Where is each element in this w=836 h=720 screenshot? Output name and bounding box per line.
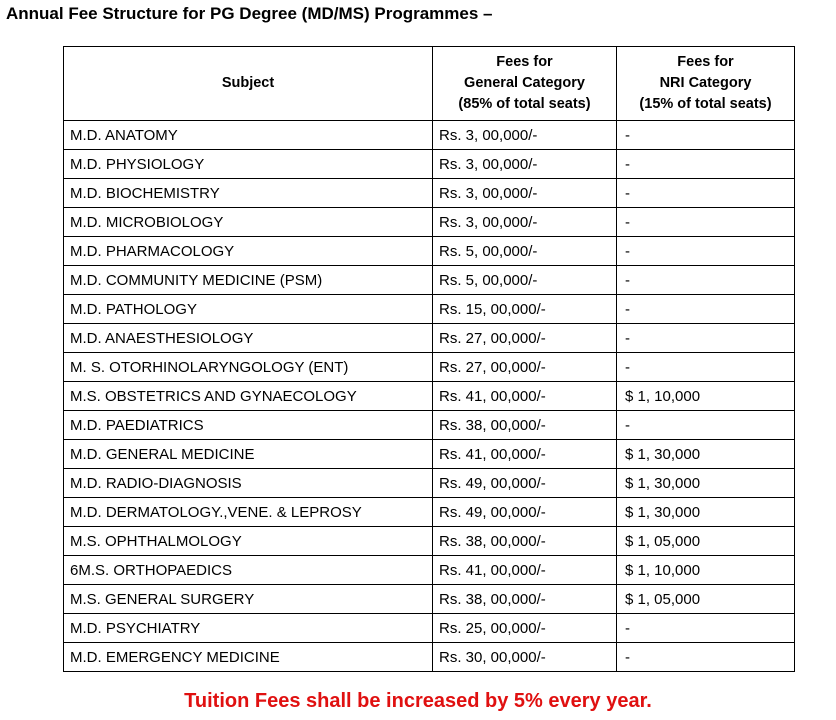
header-general-category bbox=[433, 47, 617, 121]
table-row bbox=[64, 353, 795, 382]
subject-cell: M.D. GENERAL MEDICINE bbox=[64, 440, 433, 469]
nri-fee-cell: $ 1, 05,000 bbox=[617, 527, 795, 556]
nri-fee-cell: $ 1, 10,000 bbox=[617, 382, 795, 411]
fee-increase-note: Tuition Fees shall be increased by 5% every year. bbox=[184, 690, 652, 712]
table-row bbox=[64, 179, 795, 208]
fee-table bbox=[63, 46, 795, 672]
general-fee-cell: Rs. 3, 00,000/- bbox=[433, 208, 617, 237]
table-row bbox=[64, 324, 795, 353]
table-header-row bbox=[64, 47, 795, 121]
general-fee-cell: Rs. 41, 00,000/- bbox=[433, 440, 617, 469]
table-row bbox=[64, 614, 795, 643]
table-row bbox=[64, 208, 795, 237]
header-general-line-1: Fees for bbox=[496, 54, 553, 70]
general-fee-cell: Rs. 41, 00,000/- bbox=[433, 382, 617, 411]
nri-fee-cell: $ 1, 30,000 bbox=[617, 440, 795, 469]
page-title: Annual Fee Structure for PG Degree (MD/MS) Programmes – bbox=[6, 4, 493, 23]
subject-cell: M.D. EMERGENCY MEDICINE bbox=[64, 643, 433, 672]
general-fee-cell: Rs. 38, 00,000/- bbox=[433, 411, 617, 440]
nri-fee-cell: - bbox=[617, 150, 795, 179]
subject-cell: M.D. PHARMACOLOGY bbox=[64, 237, 433, 266]
nri-fee-cell: - bbox=[617, 179, 795, 208]
table-row bbox=[64, 237, 795, 266]
nri-fee-cell: $ 1, 30,000 bbox=[617, 498, 795, 527]
table-row bbox=[64, 585, 795, 614]
header-nri-category bbox=[617, 47, 795, 121]
subject-cell: M.D. ANAESTHESIOLOGY bbox=[64, 324, 433, 353]
general-fee-cell: Rs. 3, 00,000/- bbox=[433, 150, 617, 179]
subject-cell: M.D. MICROBIOLOGY bbox=[64, 208, 433, 237]
subject-cell: M.D. RADIO-DIAGNOSIS bbox=[64, 469, 433, 498]
nri-fee-cell: - bbox=[617, 324, 795, 353]
general-fee-cell: Rs. 3, 00,000/- bbox=[433, 121, 617, 150]
table-row bbox=[64, 150, 795, 179]
subject-cell: M.S. GENERAL SURGERY bbox=[64, 585, 433, 614]
nri-fee-cell: - bbox=[617, 121, 795, 150]
general-fee-cell: Rs. 5, 00,000/- bbox=[433, 266, 617, 295]
general-fee-cell: Rs. 5, 00,000/- bbox=[433, 237, 617, 266]
table-row bbox=[64, 643, 795, 672]
general-fee-cell: Rs. 41, 00,000/- bbox=[433, 556, 617, 585]
general-fee-cell: Rs. 38, 00,000/- bbox=[433, 527, 617, 556]
subject-cell: 6M.S. ORTHOPAEDICS bbox=[64, 556, 433, 585]
subject-cell: M.D. PATHOLOGY bbox=[64, 295, 433, 324]
general-fee-cell: Rs. 25, 00,000/- bbox=[433, 614, 617, 643]
nri-fee-cell: - bbox=[617, 643, 795, 672]
general-fee-cell: Rs. 27, 00,000/- bbox=[433, 353, 617, 382]
subject-cell: M.S. OBSTETRICS AND GYNAECOLOGY bbox=[64, 382, 433, 411]
header-nri-line-3: (15% of total seats) bbox=[639, 96, 772, 112]
general-fee-cell: Rs. 27, 00,000/- bbox=[433, 324, 617, 353]
table-row bbox=[64, 469, 795, 498]
subject-cell: M.D. BIOCHEMISTRY bbox=[64, 179, 433, 208]
header-general-line-3: (85% of total seats) bbox=[458, 96, 591, 112]
table-row bbox=[64, 382, 795, 411]
nri-fee-cell: - bbox=[617, 266, 795, 295]
subject-cell: M.D. PSYCHIATRY bbox=[64, 614, 433, 643]
table-row bbox=[64, 266, 795, 295]
table-row bbox=[64, 295, 795, 324]
subject-cell: M.D. ANATOMY bbox=[64, 121, 433, 150]
header-general-line-2: General Category bbox=[464, 75, 585, 91]
table-row bbox=[64, 440, 795, 469]
subject-cell: M.D. PAEDIATRICS bbox=[64, 411, 433, 440]
subject-cell: M.D. DERMATOLOGY.,VENE. & LEPROSY bbox=[64, 498, 433, 527]
header-nri-line-1: Fees for bbox=[677, 54, 734, 70]
subject-cell: M.D. COMMUNITY MEDICINE (PSM) bbox=[64, 266, 433, 295]
general-fee-cell: Rs. 30, 00,000/- bbox=[433, 643, 617, 672]
nri-fee-cell: - bbox=[617, 208, 795, 237]
subject-cell: M.D. PHYSIOLOGY bbox=[64, 150, 433, 179]
nri-fee-cell: $ 1, 30,000 bbox=[617, 469, 795, 498]
nri-fee-cell: $ 1, 10,000 bbox=[617, 556, 795, 585]
header-subject: Subject bbox=[64, 47, 433, 121]
general-fee-cell: Rs. 38, 00,000/- bbox=[433, 585, 617, 614]
general-fee-cell: Rs. 49, 00,000/- bbox=[433, 498, 617, 527]
nri-fee-cell: - bbox=[617, 295, 795, 324]
table-row bbox=[64, 498, 795, 527]
table-row bbox=[64, 411, 795, 440]
table-row bbox=[64, 121, 795, 150]
nri-fee-cell: - bbox=[617, 614, 795, 643]
table-row bbox=[64, 527, 795, 556]
nri-fee-cell: - bbox=[617, 411, 795, 440]
nri-fee-cell: - bbox=[617, 237, 795, 266]
general-fee-cell: Rs. 49, 00,000/- bbox=[433, 469, 617, 498]
general-fee-cell: Rs. 3, 00,000/- bbox=[433, 179, 617, 208]
general-fee-cell: Rs. 15, 00,000/- bbox=[433, 295, 617, 324]
nri-fee-cell: $ 1, 05,000 bbox=[617, 585, 795, 614]
nri-fee-cell: - bbox=[617, 353, 795, 382]
header-nri-line-2: NRI Category bbox=[659, 75, 752, 91]
table-row bbox=[64, 556, 795, 585]
subject-cell: M.S. OPHTHALMOLOGY bbox=[64, 527, 433, 556]
subject-cell: M. S. OTORHINOLARYNGOLOGY (ENT) bbox=[64, 353, 433, 382]
